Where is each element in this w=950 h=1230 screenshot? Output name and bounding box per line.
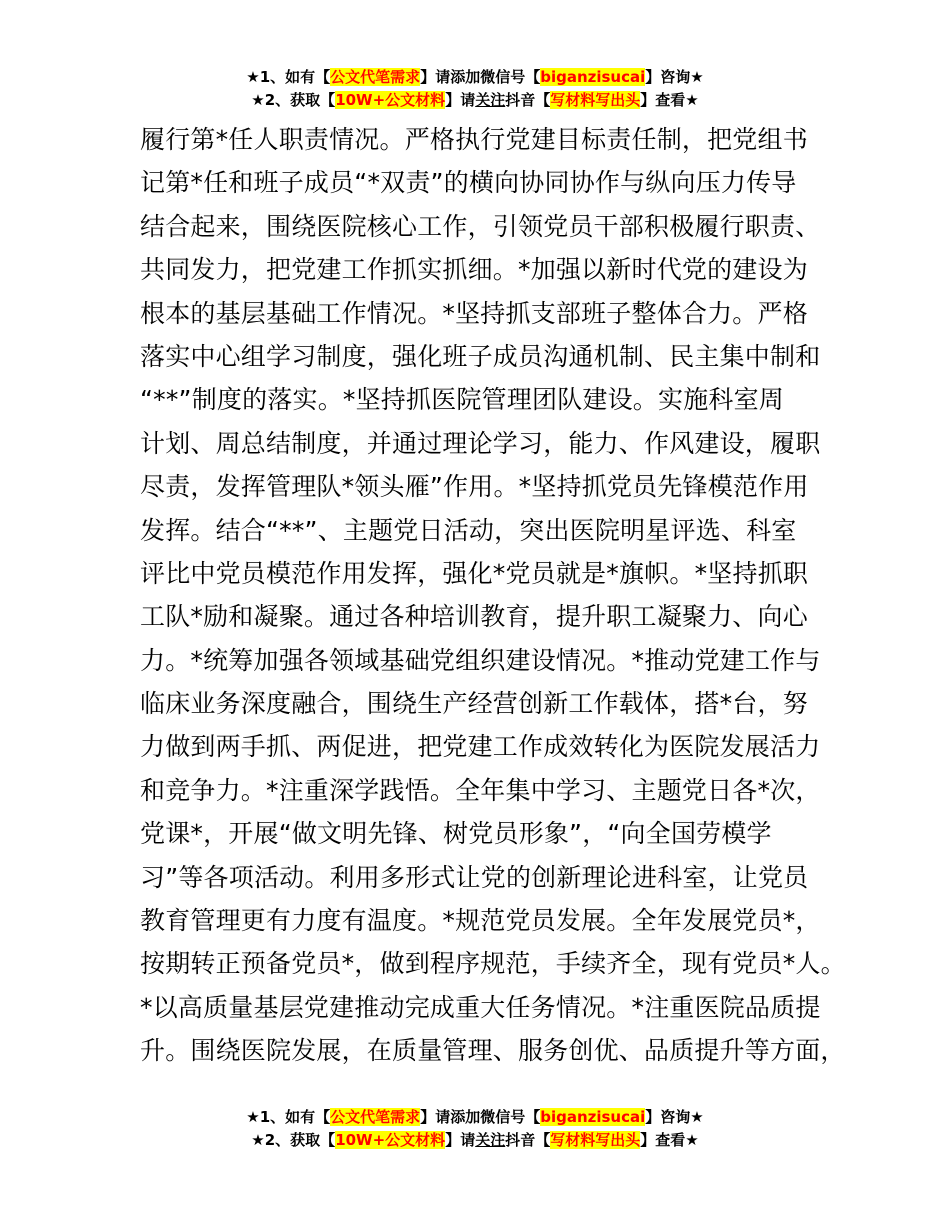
body-line: 工队*励和凝聚。通过各种培训教育，提升职工凝聚力、向心 bbox=[140, 602, 808, 632]
body-line: 党课*，开展“做文明先锋、树党员形象”，“向全国劳模学 bbox=[140, 819, 772, 849]
body-line: 习”等各项活动。利用多形式让党的创新理论进科室，让党员 bbox=[140, 862, 809, 892]
body-line: 评比中党员模范作用发挥，强化*党员就是*旗帜。*坚持抓职 bbox=[140, 558, 809, 588]
footer-banner bbox=[0, 1106, 950, 1152]
footer-line-1-text-3: 】咨询★ bbox=[645, 1108, 704, 1126]
footer-line-2-text-2: 】请 bbox=[445, 1131, 476, 1149]
header-line-2-text-3: 抖音【 bbox=[505, 91, 551, 109]
body-line: 根本的基层基础工作情况。*坚持抓支部班子整体合力。严格 bbox=[140, 298, 808, 328]
footer-line-2-text-3: 抖音【 bbox=[505, 1131, 551, 1149]
body-line: 结合起来，围绕医院核心工作，引领党员干部积极履行职责、 bbox=[140, 211, 821, 241]
footer-line-2-text-4: 】查看★ bbox=[640, 1131, 699, 1149]
header-line-2-text-4: 】查看★ bbox=[640, 91, 699, 109]
body-line: 力。*统筹加强各领域基础党组织建设情况。*推动党建工作与 bbox=[140, 645, 821, 675]
header-line-1 bbox=[0, 66, 950, 89]
header-highlight-ghostwriting: 公文代笔需求 bbox=[330, 68, 421, 86]
body-line: 和竞争力。*注重深学践悟。全年集中学习、主题党日各*次， bbox=[140, 775, 821, 805]
body-line: 共同发力，把党建工作抓实抓细。*加强以新时代党的建设为 bbox=[140, 255, 808, 285]
footer-line-1-text-1: ★1、如有【 bbox=[246, 1108, 331, 1126]
header-line-1-text-2: 】请添加微信号【 bbox=[420, 68, 541, 86]
footer-line-2-text-1: ★2、获取【 bbox=[251, 1131, 336, 1149]
header-line-2-text-2: 】请 bbox=[445, 91, 476, 109]
header-banner bbox=[0, 66, 950, 112]
body-line: 履行第*任人职责情况。严格执行党建目标责任制，把党组书 bbox=[140, 125, 808, 154]
body-line: 发挥。结合“**”、主题党日活动，突出医院明星评选、科室 bbox=[140, 515, 797, 545]
header-line-2-text-1: ★2、获取【 bbox=[251, 91, 336, 109]
document-body bbox=[140, 118, 846, 1073]
footer-highlight-douyin: 写材料写出头 bbox=[550, 1131, 641, 1149]
body-line: 力做到两手抓、两促进，把党建工作成效转化为医院发展活力 bbox=[140, 732, 821, 762]
footer-line-2 bbox=[0, 1129, 950, 1152]
body-line: “**”制度的落实。*坚持抓医院管理团队建设。实施科室周 bbox=[140, 385, 785, 415]
body-line: 升。围绕医院发展，在质量管理、服务创优、品质提升等方面， bbox=[140, 1036, 846, 1066]
header-line-2 bbox=[0, 89, 950, 112]
footer-line-1-text-2: 】请添加微信号【 bbox=[420, 1108, 541, 1126]
footer-underline-follow: 关注 bbox=[475, 1131, 506, 1149]
body-line: *以高质量基层党建推动完成重大任务情况。*注重医院品质提 bbox=[140, 992, 821, 1022]
body-line: 记第*任和班子成员“*双责”的横向协同协作与纵向压力传导 bbox=[140, 168, 797, 198]
body-line: 教育管理更有力度有温度。*规范党员发展。全年发展党员*， bbox=[140, 906, 821, 936]
header-line-1-text-3: 】咨询★ bbox=[645, 68, 704, 86]
body-line: 计划、周总结制度，并通过理论学习，能力、作风建设，履职 bbox=[140, 428, 821, 458]
footer-highlight-ghostwriting: 公文代笔需求 bbox=[330, 1108, 421, 1126]
header-underline-follow: 关注 bbox=[475, 91, 506, 109]
footer-highlight-materials: 10W+公文材料 bbox=[335, 1131, 446, 1149]
body-line: 临床业务深度融合，围绕生产经营创新工作载体，搭*台，努 bbox=[140, 689, 808, 719]
header-highlight-wechat-id: biganzisucai bbox=[540, 68, 646, 86]
body-line: 落实中心组学习制度，强化班子成员沟通机制、民主集中制和 bbox=[140, 341, 821, 371]
header-highlight-douyin: 写材料写出头 bbox=[550, 91, 641, 109]
footer-line-1 bbox=[0, 1106, 950, 1129]
body-line: 按期转正预备党员*，做到程序规范，手续齐全，现有党员*人。 bbox=[140, 949, 846, 979]
footer-highlight-wechat-id: biganzisucai bbox=[540, 1108, 646, 1126]
header-line-1-text-1: ★1、如有【 bbox=[246, 68, 331, 86]
body-line: 尽责，发挥管理队*领头雁”作用。*坚持抓党员先锋模范作用 bbox=[140, 472, 809, 502]
header-highlight-materials: 10W+公文材料 bbox=[335, 91, 446, 109]
